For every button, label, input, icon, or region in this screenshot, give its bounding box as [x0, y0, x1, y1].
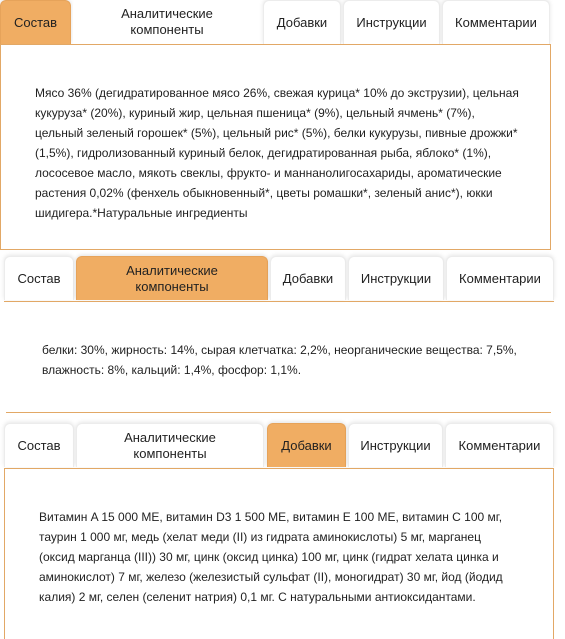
tab-label: Добавки — [281, 437, 332, 453]
tab-bar — [0, 0, 565, 46]
tab-additives[interactable] — [267, 423, 346, 467]
section-divider — [6, 412, 551, 413]
tab-label: Инструкции — [360, 270, 432, 286]
tab-bar-underline — [4, 301, 554, 302]
tab-bar — [0, 423, 565, 469]
tab-label: Состав — [13, 14, 58, 30]
tab-composition[interactable] — [0, 0, 71, 44]
tab-additives[interactable] — [263, 0, 341, 44]
tab-content-panel — [0, 44, 551, 250]
tab-label: Комментарии — [458, 437, 541, 453]
tab-composition[interactable] — [4, 256, 74, 300]
tab-label: Аналитические компоненты — [126, 262, 218, 294]
tab-label: Аналитические компоненты — [124, 429, 216, 461]
tab-instructions[interactable] — [343, 0, 440, 44]
tab-bar — [0, 256, 565, 302]
tab-label: Состав — [17, 270, 61, 286]
analytical-text: белки: 30%, жирность: 14%, сырая клетчатка: 2,2%, неорганические вещества: 7,5%, влажность: 8%, кальций: 1,4%, фосфор: 1,1%. — [42, 343, 517, 377]
tab-instructions[interactable] — [348, 256, 444, 300]
tab-comments[interactable] — [445, 423, 554, 467]
composition-text: Мясо 36% (дегидратированное мясо 26%, свежая курица* 10% до экструзии), цельная кукуруза* (20%), куриный жир, цельная пшеница* (9%), цельный ячмень* (7%), цельный зеленый горошек* (5%), цельный рис* (5%), белки кукурузы, пивные дрожжи* (1,5%), гидролизованный куриный белок, дегидратированная рыба, яблоко* (1%), лососевое масло, мякоть свеклы, фрукто- и маннанолигосахариды, ароматические растения 0,02% (фенхель обыкновенный*, цветы ромашки*, зеленый анис*), юкки шидигера.*Натуральные ингредиенты — [35, 86, 519, 220]
tab-label: Инструкции — [360, 437, 431, 453]
tab-block-composition — [0, 0, 565, 252]
tab-additives[interactable] — [270, 256, 346, 300]
tab-block-additives — [0, 423, 565, 639]
tab-label: Комментарии — [459, 270, 541, 286]
tab-label: Добавки — [276, 14, 328, 30]
additives-text: Витамин A 15 000 МЕ, витамин D3 1 500 МЕ, витамин Е 100 МЕ, витамин С 100 мг, таурин 1 000 мг, медь (хелат меди (II) из гидрата аминокислоты) 5 мг, марганец (оксид марганца (III)) 30 мг, цинк (оксид цинка) 100 мг, цинк (гидрат хелата цинка и аминокислот) 7 мг, железо (железистый сульфат (II), моногидрат) 30 мг, йод (йодид калия) 2 мг, селен (селенит натрия) 0,1 мг. С натуральными антиоксидантами. — [39, 510, 503, 604]
tab-analytical-components[interactable] — [76, 256, 268, 300]
tab-content-panel — [4, 468, 554, 639]
tab-label: Инструкции — [356, 14, 427, 30]
tab-composition[interactable] — [4, 423, 74, 467]
tab-comments[interactable] — [446, 256, 554, 300]
tab-label: Комментарии — [455, 14, 537, 30]
tab-label: Состав — [17, 437, 61, 453]
tab-analytical-components[interactable] — [76, 423, 264, 467]
tab-comments[interactable] — [442, 0, 550, 44]
tab-instructions[interactable] — [348, 423, 443, 467]
tab-label: Аналитические компоненты — [121, 6, 213, 37]
tab-analytical-components[interactable] — [73, 0, 261, 44]
tab-label: Добавки — [282, 270, 334, 286]
tab-block-analytical — [0, 256, 565, 416]
